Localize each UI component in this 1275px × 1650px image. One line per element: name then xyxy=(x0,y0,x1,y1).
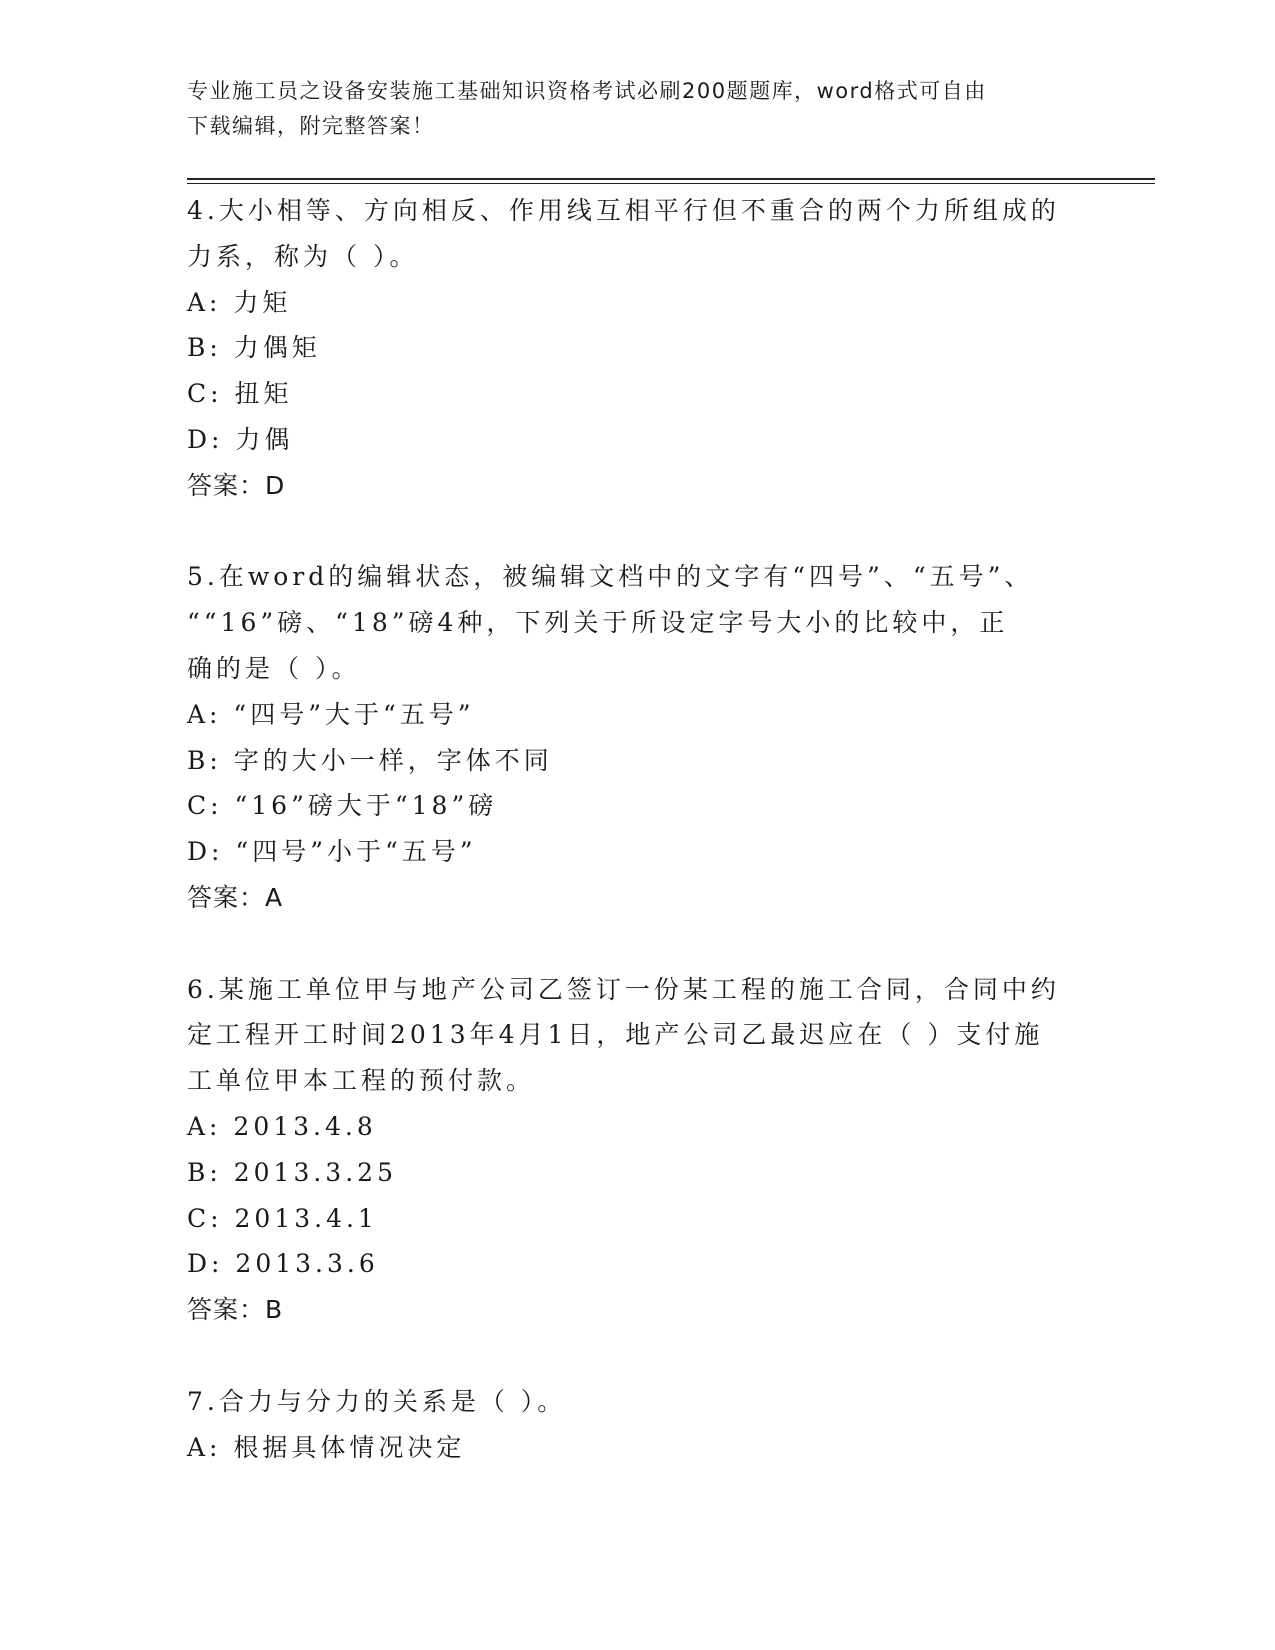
question-text: 力系，称为（ ）。 xyxy=(187,241,419,271)
question-text: 工单位甲本工程的预付款。 xyxy=(187,1066,536,1096)
question-list xyxy=(187,188,1067,1470)
option-b: B: 力偶矩 xyxy=(187,333,321,363)
question-block xyxy=(187,1379,1067,1471)
answer-line: 答案：D xyxy=(187,470,286,500)
spacer xyxy=(187,921,1067,967)
question-block xyxy=(187,554,1067,920)
question-text: ““16”磅、“18”磅4种，下列关于所设定字号大小的比较中，正 xyxy=(187,608,1009,638)
option-a: A: 根据具体情况决定 xyxy=(187,1432,466,1462)
question-text: 4.大小相等、方向相反、作用线互相平行但不重合的两个力所组成的 xyxy=(187,196,1060,225)
header-divider-thick xyxy=(187,178,1155,180)
option-b: B: 字的大小一样，字体不同 xyxy=(187,745,553,775)
option-c: C: 扭矩 xyxy=(187,379,293,409)
question-text: 定工程开工时间2013年4月1日，地产公司乙最迟应在（ ）支付施 xyxy=(187,1020,1044,1050)
option-b: B: 2013.3.25 xyxy=(187,1157,397,1187)
question-block xyxy=(187,188,1067,509)
document-header xyxy=(187,74,1067,144)
header-line-1: 专业施工员之设备安装施工基础知识资格考试必刷200题题库，word格式可自由 xyxy=(187,79,987,103)
option-d: D: 力偶 xyxy=(187,424,294,454)
option-a: A: “四号”大于“五号” xyxy=(187,699,475,729)
question-text: 6.某施工单位甲与地产公司乙签订一份某工程的施工合同，合同中约 xyxy=(187,974,1060,1004)
header-line-2: 下载编辑，附完整答案！ xyxy=(187,114,435,138)
header-divider-thin xyxy=(187,183,1155,184)
option-d: D: “四号”小于“五号” xyxy=(187,837,477,867)
option-a: A: 力矩 xyxy=(187,287,292,317)
spacer xyxy=(187,509,1067,555)
option-c: C: 2013.4.1 xyxy=(187,1203,378,1233)
option-c: C: “16”磅大于“18”磅 xyxy=(187,791,498,821)
question-text: 5.在word的编辑状态，被编辑文档中的文字有“四号”、“五号”、 xyxy=(187,562,1034,592)
spacer xyxy=(187,1333,1067,1379)
question-text: 7.合力与分力的关系是（ ）。 xyxy=(187,1386,567,1416)
question-block xyxy=(187,967,1067,1333)
answer-line: 答案：A xyxy=(187,882,284,912)
option-a: A: 2013.4.8 xyxy=(187,1111,377,1141)
question-text: 确的是（ ）。 xyxy=(187,653,361,683)
option-d: D: 2013.3.6 xyxy=(187,1249,379,1279)
answer-line: 答案：B xyxy=(187,1295,284,1325)
